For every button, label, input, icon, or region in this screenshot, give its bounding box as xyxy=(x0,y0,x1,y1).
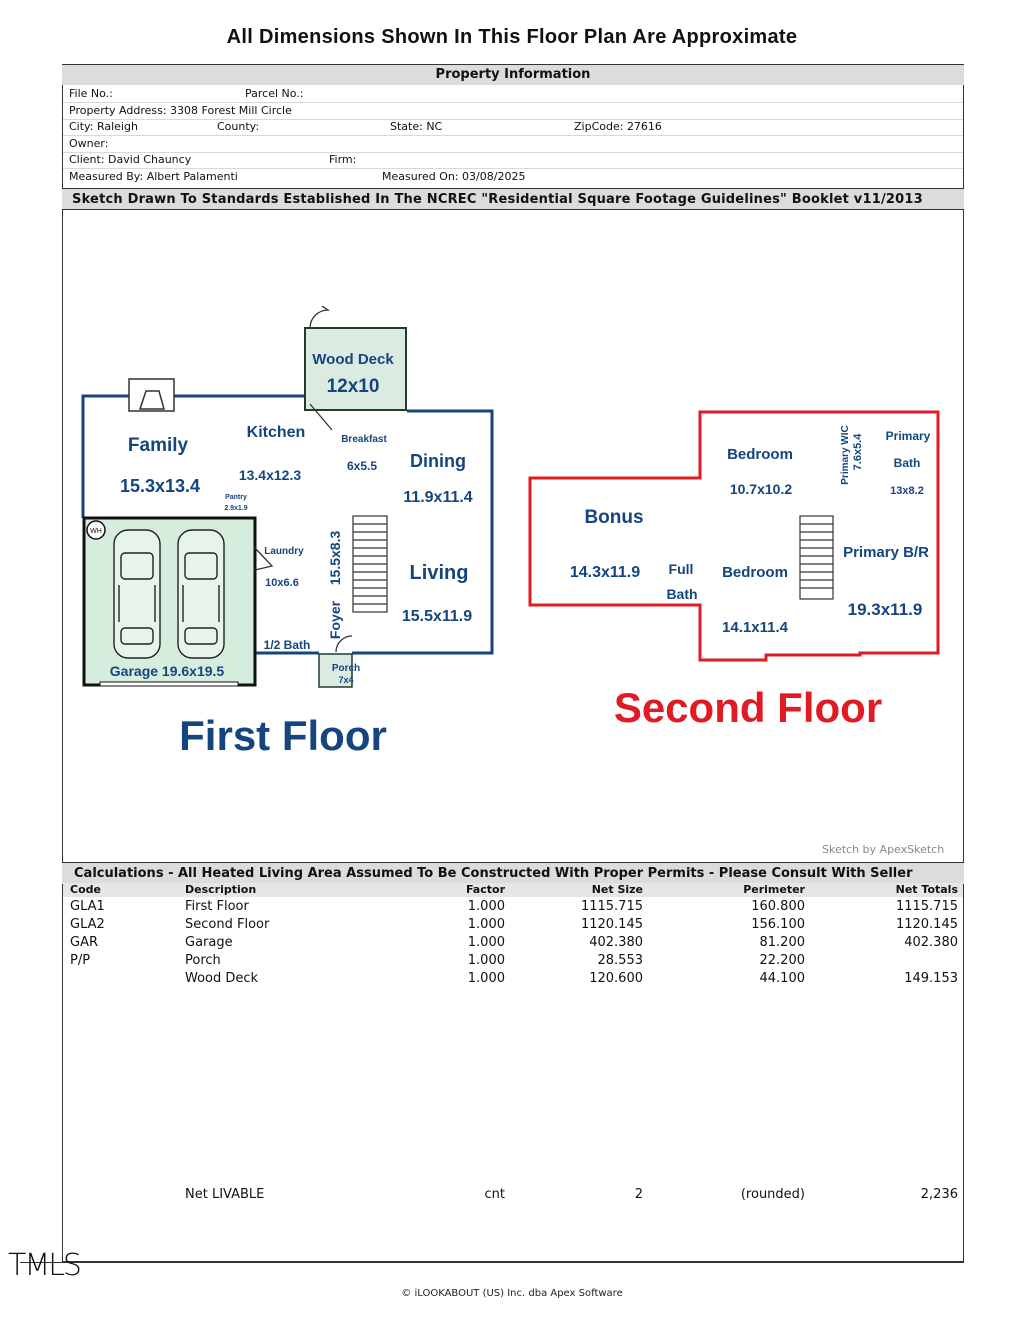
garage-shape xyxy=(84,518,255,686)
breakfast-size: 6x5.5 xyxy=(346,459,378,473)
row-perimeter: 44.100 xyxy=(759,971,805,986)
garage-label: Garage 19.6x19.5 xyxy=(109,663,225,679)
fireplace-icon xyxy=(129,379,174,411)
row-net-size: 120.600 xyxy=(589,971,643,986)
row-factor: 1.000 xyxy=(467,899,505,914)
table-row xyxy=(63,916,963,934)
pantry-label: Pantry xyxy=(225,494,247,501)
family-label: Family xyxy=(127,435,189,456)
bonus-size: 14.3x11.9 xyxy=(569,564,641,581)
row-code: GAR xyxy=(70,935,98,950)
table-row xyxy=(63,898,963,916)
laundry-size: 10x6.6 xyxy=(265,577,299,589)
parcel-no: Parcel No.: xyxy=(245,87,304,100)
calculations-header: Calculations - All Heated Living Area Assumed To Be Constructed With Proper Permits - Please Consult With Seller xyxy=(62,862,964,884)
row-net-size: 28.553 xyxy=(597,953,643,968)
table-row xyxy=(63,952,963,970)
owner: Owner: xyxy=(69,137,109,150)
table-row xyxy=(63,970,963,988)
measured-by: Measured By: Albert Palamenti xyxy=(69,170,238,183)
row-code: P/P xyxy=(70,953,91,968)
net-livable-label: Net LIVABLE xyxy=(185,1187,265,1202)
primary-br-size: 19.3x11.9 xyxy=(847,600,923,619)
wood-deck-size: 12x10 xyxy=(326,376,380,397)
zipcode: ZipCode: 27616 xyxy=(574,120,662,133)
wood-deck-shape xyxy=(305,306,406,430)
foyer-size: 15.5x8.3 xyxy=(327,530,343,586)
table-row xyxy=(63,934,963,952)
row-factor: 1.000 xyxy=(467,917,505,932)
row-net-size: 402.380 xyxy=(589,935,643,950)
stairs-icon xyxy=(353,516,387,612)
car-icon xyxy=(178,530,224,658)
primary-bath-label: Primary xyxy=(885,429,931,443)
row-factor: 1.000 xyxy=(467,935,505,950)
file-no: File No.: xyxy=(69,87,113,100)
row-description: Porch xyxy=(185,953,221,968)
primary-bath-size: 13x8.2 xyxy=(890,485,924,497)
row-description: Garage xyxy=(185,935,233,950)
bonus-label: Bonus xyxy=(584,507,644,528)
primary-br-label: Primary B/R xyxy=(843,544,929,561)
bedroom-label: Bedroom xyxy=(722,564,788,581)
breakfast-label: Breakfast xyxy=(341,434,387,445)
row-perimeter: 160.800 xyxy=(751,899,805,914)
row-description: First Floor xyxy=(185,899,249,914)
measured-on: Measured On: 03/08/2025 xyxy=(382,170,526,183)
copyright: © iLOOKABOUT (US) Inc. dba Apex Software xyxy=(401,1288,623,1299)
bedroom-size: 10.7x10.2 xyxy=(729,481,793,497)
col-description: Description xyxy=(185,883,257,896)
page-title: All Dimensions Shown In This Floor Plan Are Approximate xyxy=(226,26,798,48)
row-description: Wood Deck xyxy=(185,971,259,986)
net-livable-rounded: (rounded) xyxy=(740,1187,805,1202)
first-floor-title: First Floor xyxy=(179,712,387,759)
col-net-totals: Net Totals xyxy=(895,883,958,896)
foyer-label: Foyer xyxy=(327,600,343,640)
state: State: NC xyxy=(390,120,443,133)
bedroom-size: 14.1x11.4 xyxy=(722,619,788,636)
row-net-total: 402.380 xyxy=(904,935,958,950)
primary-wic-size: 7.6x5.4 xyxy=(852,433,864,471)
net-livable-cnt-label: cnt xyxy=(484,1187,505,1202)
property-address: Property Address: 3308 Forest Mill Circle xyxy=(69,104,292,117)
stairs-icon xyxy=(800,516,833,599)
net-livable-row xyxy=(63,1186,963,1204)
row-net-size: 1120.145 xyxy=(580,917,643,932)
col-code: Code xyxy=(70,883,101,896)
row-description: Second Floor xyxy=(185,917,270,932)
full-bath-label-2: Bath xyxy=(666,586,698,602)
property-info-header: Property Information xyxy=(62,65,964,85)
living-size: 15.5x11.9 xyxy=(401,608,473,625)
dining-size: 11.9x11.4 xyxy=(403,489,473,506)
firm: Firm: xyxy=(329,153,357,166)
half-bath-label: 1/2 Bath xyxy=(263,638,311,652)
wood-deck-label: Wood Deck xyxy=(312,351,394,368)
row-net-total: 1115.715 xyxy=(895,899,958,914)
car-icon xyxy=(114,530,160,658)
full-bath-label: Full xyxy=(668,561,694,577)
pantry-size: 2.9x1.9 xyxy=(224,505,248,512)
family-size: 15.3x13.4 xyxy=(119,476,201,496)
row-perimeter: 156.100 xyxy=(751,917,805,932)
sketch-credit: Sketch by ApexSketch xyxy=(822,843,945,856)
laundry-label: Laundry xyxy=(264,546,304,557)
row-net-total: 1120.145 xyxy=(895,917,958,932)
tmls-logo: TMLS xyxy=(8,1248,80,1283)
row-code: GLA1 xyxy=(70,899,105,914)
row-perimeter: 81.200 xyxy=(759,935,805,950)
second-floor-title: Second Floor xyxy=(613,684,883,731)
kitchen-size: 13.4x12.3 xyxy=(238,467,302,483)
row-perimeter: 22.200 xyxy=(759,953,805,968)
porch-size: 7x4 xyxy=(338,675,354,685)
row-net-total: 149.153 xyxy=(904,971,958,986)
net-livable-total: 2,236 xyxy=(920,1187,958,1202)
col-net-size: Net Size xyxy=(591,883,643,896)
primary-bath-label-2: Bath xyxy=(893,456,921,470)
footer-rule xyxy=(20,1262,964,1263)
dining-label: Dining xyxy=(410,451,466,471)
row-factor: 1.000 xyxy=(467,971,505,986)
sketch-standards-header: Sketch Drawn To Standards Established In The NCREC "Residential Square Footage Guidelines" Booklet v11/2013 xyxy=(62,188,964,210)
client: Client: David Chauncy xyxy=(69,153,192,166)
row-net-size: 1115.715 xyxy=(580,899,643,914)
county: County: xyxy=(217,120,260,133)
porch-label: Porch xyxy=(331,663,361,674)
city: City: Raleigh xyxy=(69,120,138,133)
col-perimeter: Perimeter xyxy=(743,883,805,896)
water-heater-label: WH xyxy=(90,528,102,535)
row-factor: 1.000 xyxy=(467,953,505,968)
living-label: Living xyxy=(409,562,469,584)
row-code: GLA2 xyxy=(70,917,105,932)
bedroom-label: Bedroom xyxy=(727,446,793,463)
primary-wic-label: Primary WIC xyxy=(840,425,851,485)
col-factor: Factor xyxy=(465,883,505,896)
net-livable-cnt: 2 xyxy=(634,1187,643,1202)
kitchen-label: Kitchen xyxy=(246,424,306,441)
calculations-column-headers xyxy=(63,883,963,897)
